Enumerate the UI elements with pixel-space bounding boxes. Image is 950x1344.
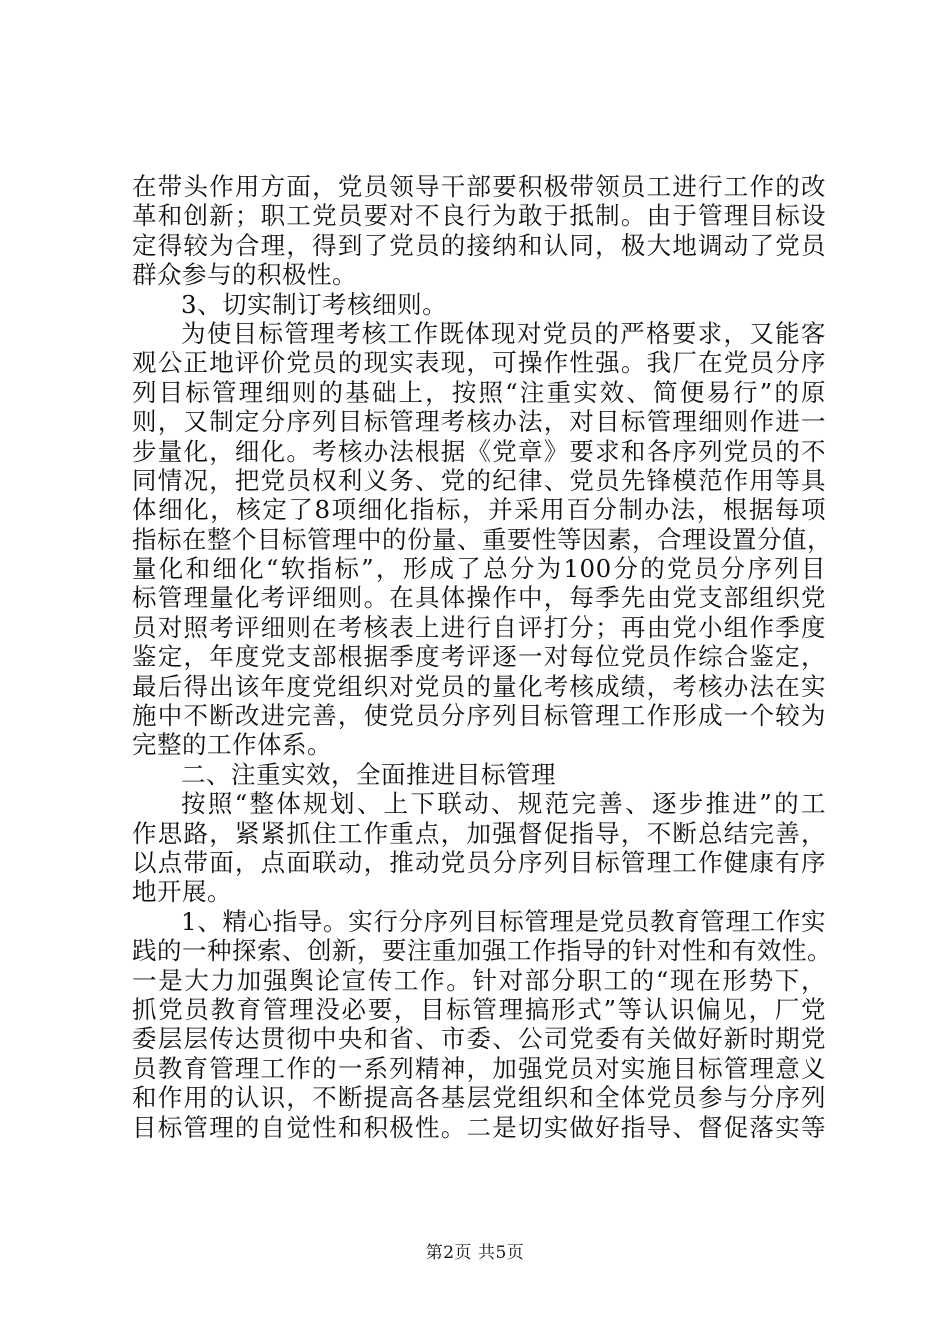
- text-line: 指标在整个目标管理中的份量、重要性等因素，合理设置分值，: [132, 524, 832, 554]
- text-line: 践的一种探索、创新，要注重加强工作指导的针对性和有效性。: [132, 936, 832, 966]
- text-line: 和作用的认识，不断提高各基层党组织和全体党员参与分序列: [132, 1083, 826, 1113]
- text-line: 体细化，核定了8项细化指标，并采用百分制办法，根据每项: [132, 495, 826, 525]
- text-line: 目标管理的自觉性和积极性。二是切实做好指导、督促落实等: [132, 1112, 826, 1142]
- text-line: 按照“整体规划、上下联动、规范完善、逐步推进”的工: [181, 789, 826, 819]
- text-line: 施中不断改进完善，使党员分序列目标管理工作形成一个较为: [132, 701, 826, 731]
- text-line: 以点带面，点面联动，推动党员分序列目标管理工作健康有序: [132, 847, 826, 877]
- text-line: 同情况，把党员权利义务、党的纪律、党员先锋模范作用等具: [132, 465, 826, 495]
- text-line: 为使目标管理考核工作既体现对党员的严格要求，又能客: [181, 318, 826, 348]
- text-line: 员教育管理工作的一系列精神，加强党员对实施目标管理意义: [132, 1053, 826, 1083]
- page-number-footer: 第2页 共5页: [425, 1243, 525, 1263]
- text-line: 则，又制定分序列目标管理考核办法，对目标管理细则作进一: [132, 407, 826, 437]
- text-line: 步量化，细化。考核办法根据《党章》要求和各序列党员的不: [132, 436, 826, 466]
- text-line: 观公正地评价党员的现实表现，可操作性强。我厂在党员分序: [132, 348, 826, 378]
- text-line: 员对照考评细则在考核表上进行自评打分；再由党小组作季度: [132, 612, 826, 642]
- text-line: 抓党员教育管理没必要，目标管理搞形式”等认识偏见，厂党: [132, 994, 826, 1024]
- text-line: 委层层传达贯彻中央和省、市委、公司党委有关做好新时期党: [132, 1024, 826, 1054]
- text-line: 列目标管理细则的基础上，按照“注重实效、简便易行”的原: [132, 377, 826, 407]
- text-line: 一是大力加强舆论宣传工作。针对部分职工的“现在形势下，: [132, 965, 826, 995]
- section-heading: 3、切实制订考核细则。: [181, 289, 448, 319]
- section-heading: 二、注重实效，全面推进目标管理: [181, 759, 556, 789]
- text-line: 群众参与的积极性。: [132, 260, 357, 290]
- text-line: 完整的工作体系。: [132, 730, 332, 760]
- text-line: 革和创新；职工党员要对不良行为敢于抵制。由于管理目标设: [132, 201, 826, 231]
- text-line: 在带头作用方面，党员领导干部要积极带领员工进行工作的改: [132, 172, 826, 201]
- text-line: 量化和细化“软指标”，形成了总分为100分的党员分序列目: [132, 554, 826, 584]
- text-line: 作思路，紧紧抓住工作重点，加强督促指导，不断总结完善，: [132, 818, 826, 848]
- text-line: 定得较为合理，得到了党员的接纳和认同，极大地调动了党员: [132, 230, 826, 260]
- text-line: 鉴定，年度党支部根据季度考评逐一对每位党员作综合鉴定，: [132, 642, 826, 672]
- text-line: 地开展。: [132, 877, 232, 907]
- document-body: [132, 172, 832, 1142]
- text-line: 最后得出该年度党组织对党员的量化考核成绩，考核办法在实: [132, 671, 826, 701]
- text-line: 标管理量化考评细则。在具体操作中，每季先由党支部组织党: [132, 583, 826, 613]
- text-line: 1、精心指导。实行分序列目标管理是党员教育管理工作实: [181, 906, 826, 936]
